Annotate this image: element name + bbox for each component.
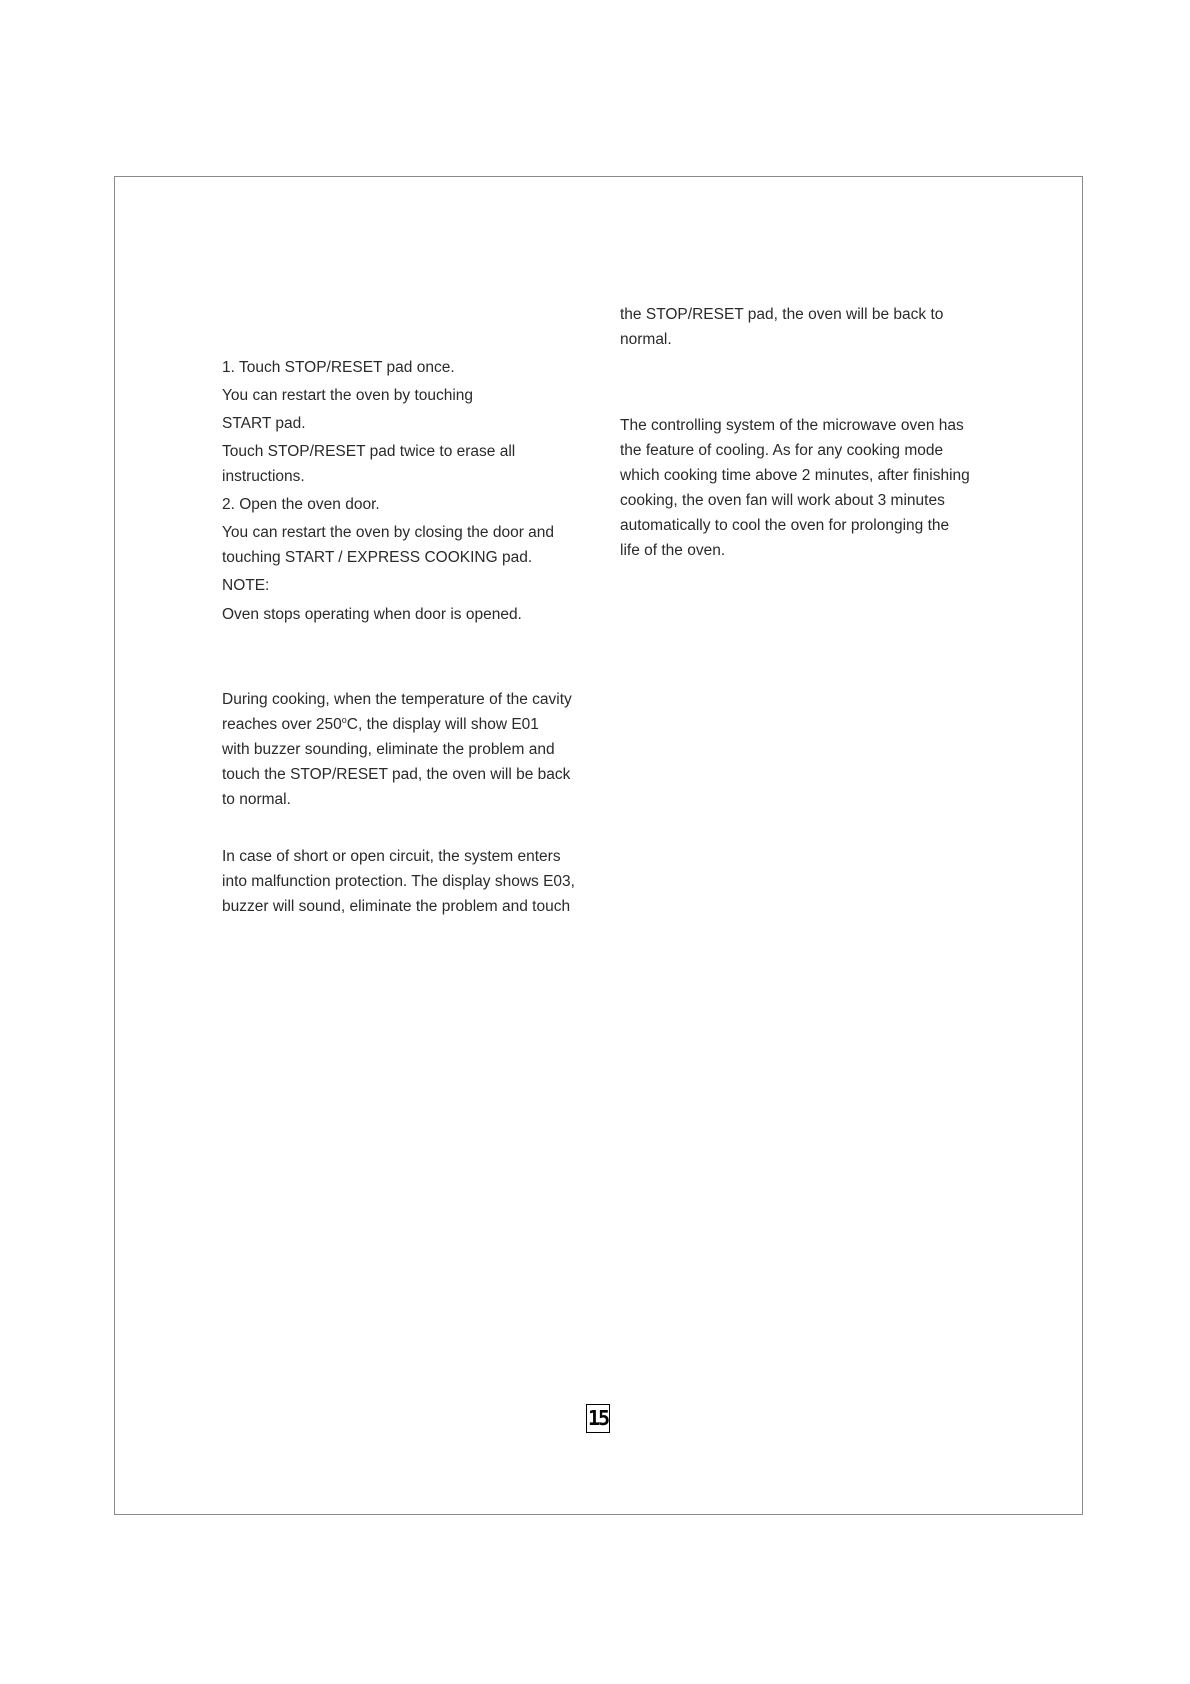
stop-text-line: touching START / EXPRESS COOKING pad. [222,549,533,566]
e03-text-line: In case of short or open circuit, the system enters [222,848,561,865]
cooling-text-line: automatically to cool the oven for prolonging the [620,517,950,534]
e03-text-line: buzzer will sound, eliminate the problem and touch [222,898,571,915]
cooling-text-line: cooking, the oven fan will work about 3 minutes [620,492,945,509]
e03-text-line: the STOP/RESET pad, the oven will be back to [620,306,944,323]
e01-text-line: reaches over 250$^o$C, the display will show E01 [222,714,539,733]
stop-text-line: START pad. [222,415,306,432]
cooling-text-line: life of the oven. [620,542,726,559]
stop-step-1: 1. Touch STOP/RESET pad once. [222,359,455,376]
cooling-text-line: which cooking time above 2 minutes, after finishing [620,467,970,484]
e01-text-line: touch the STOP/RESET pad, the oven will be back [222,766,571,783]
e03-text-line: normal. [620,331,672,348]
e01-text-line: to normal. [222,791,291,808]
cooling-text-line: the feature of cooling. As for any cooking mode [620,442,944,459]
stop-text-line: instructions. [222,468,305,485]
note-label: NOTE: [222,577,270,594]
stop-text-line: You can restart the oven by touching [222,387,474,404]
degree-sign: o [341,714,347,725]
page-number: 15 [586,1404,610,1433]
cooling-text-line: The controlling system of the microwave oven has [620,417,964,434]
stop-step-2: 2. Open the oven door. [222,496,380,513]
stop-text-line: Touch STOP/RESET pad twice to erase all [222,443,516,460]
note-text: Oven stops operating when door is opened. [222,606,522,623]
e01-text-line: with buzzer sounding, eliminate the problem and [222,741,555,758]
e03-text-line: into malfunction protection. The display shows E03, [222,873,575,890]
e01-text-line: During cooking, when the temperature of the cavity [222,691,572,708]
stop-text-line: You can restart the oven by closing the door and [222,524,555,541]
